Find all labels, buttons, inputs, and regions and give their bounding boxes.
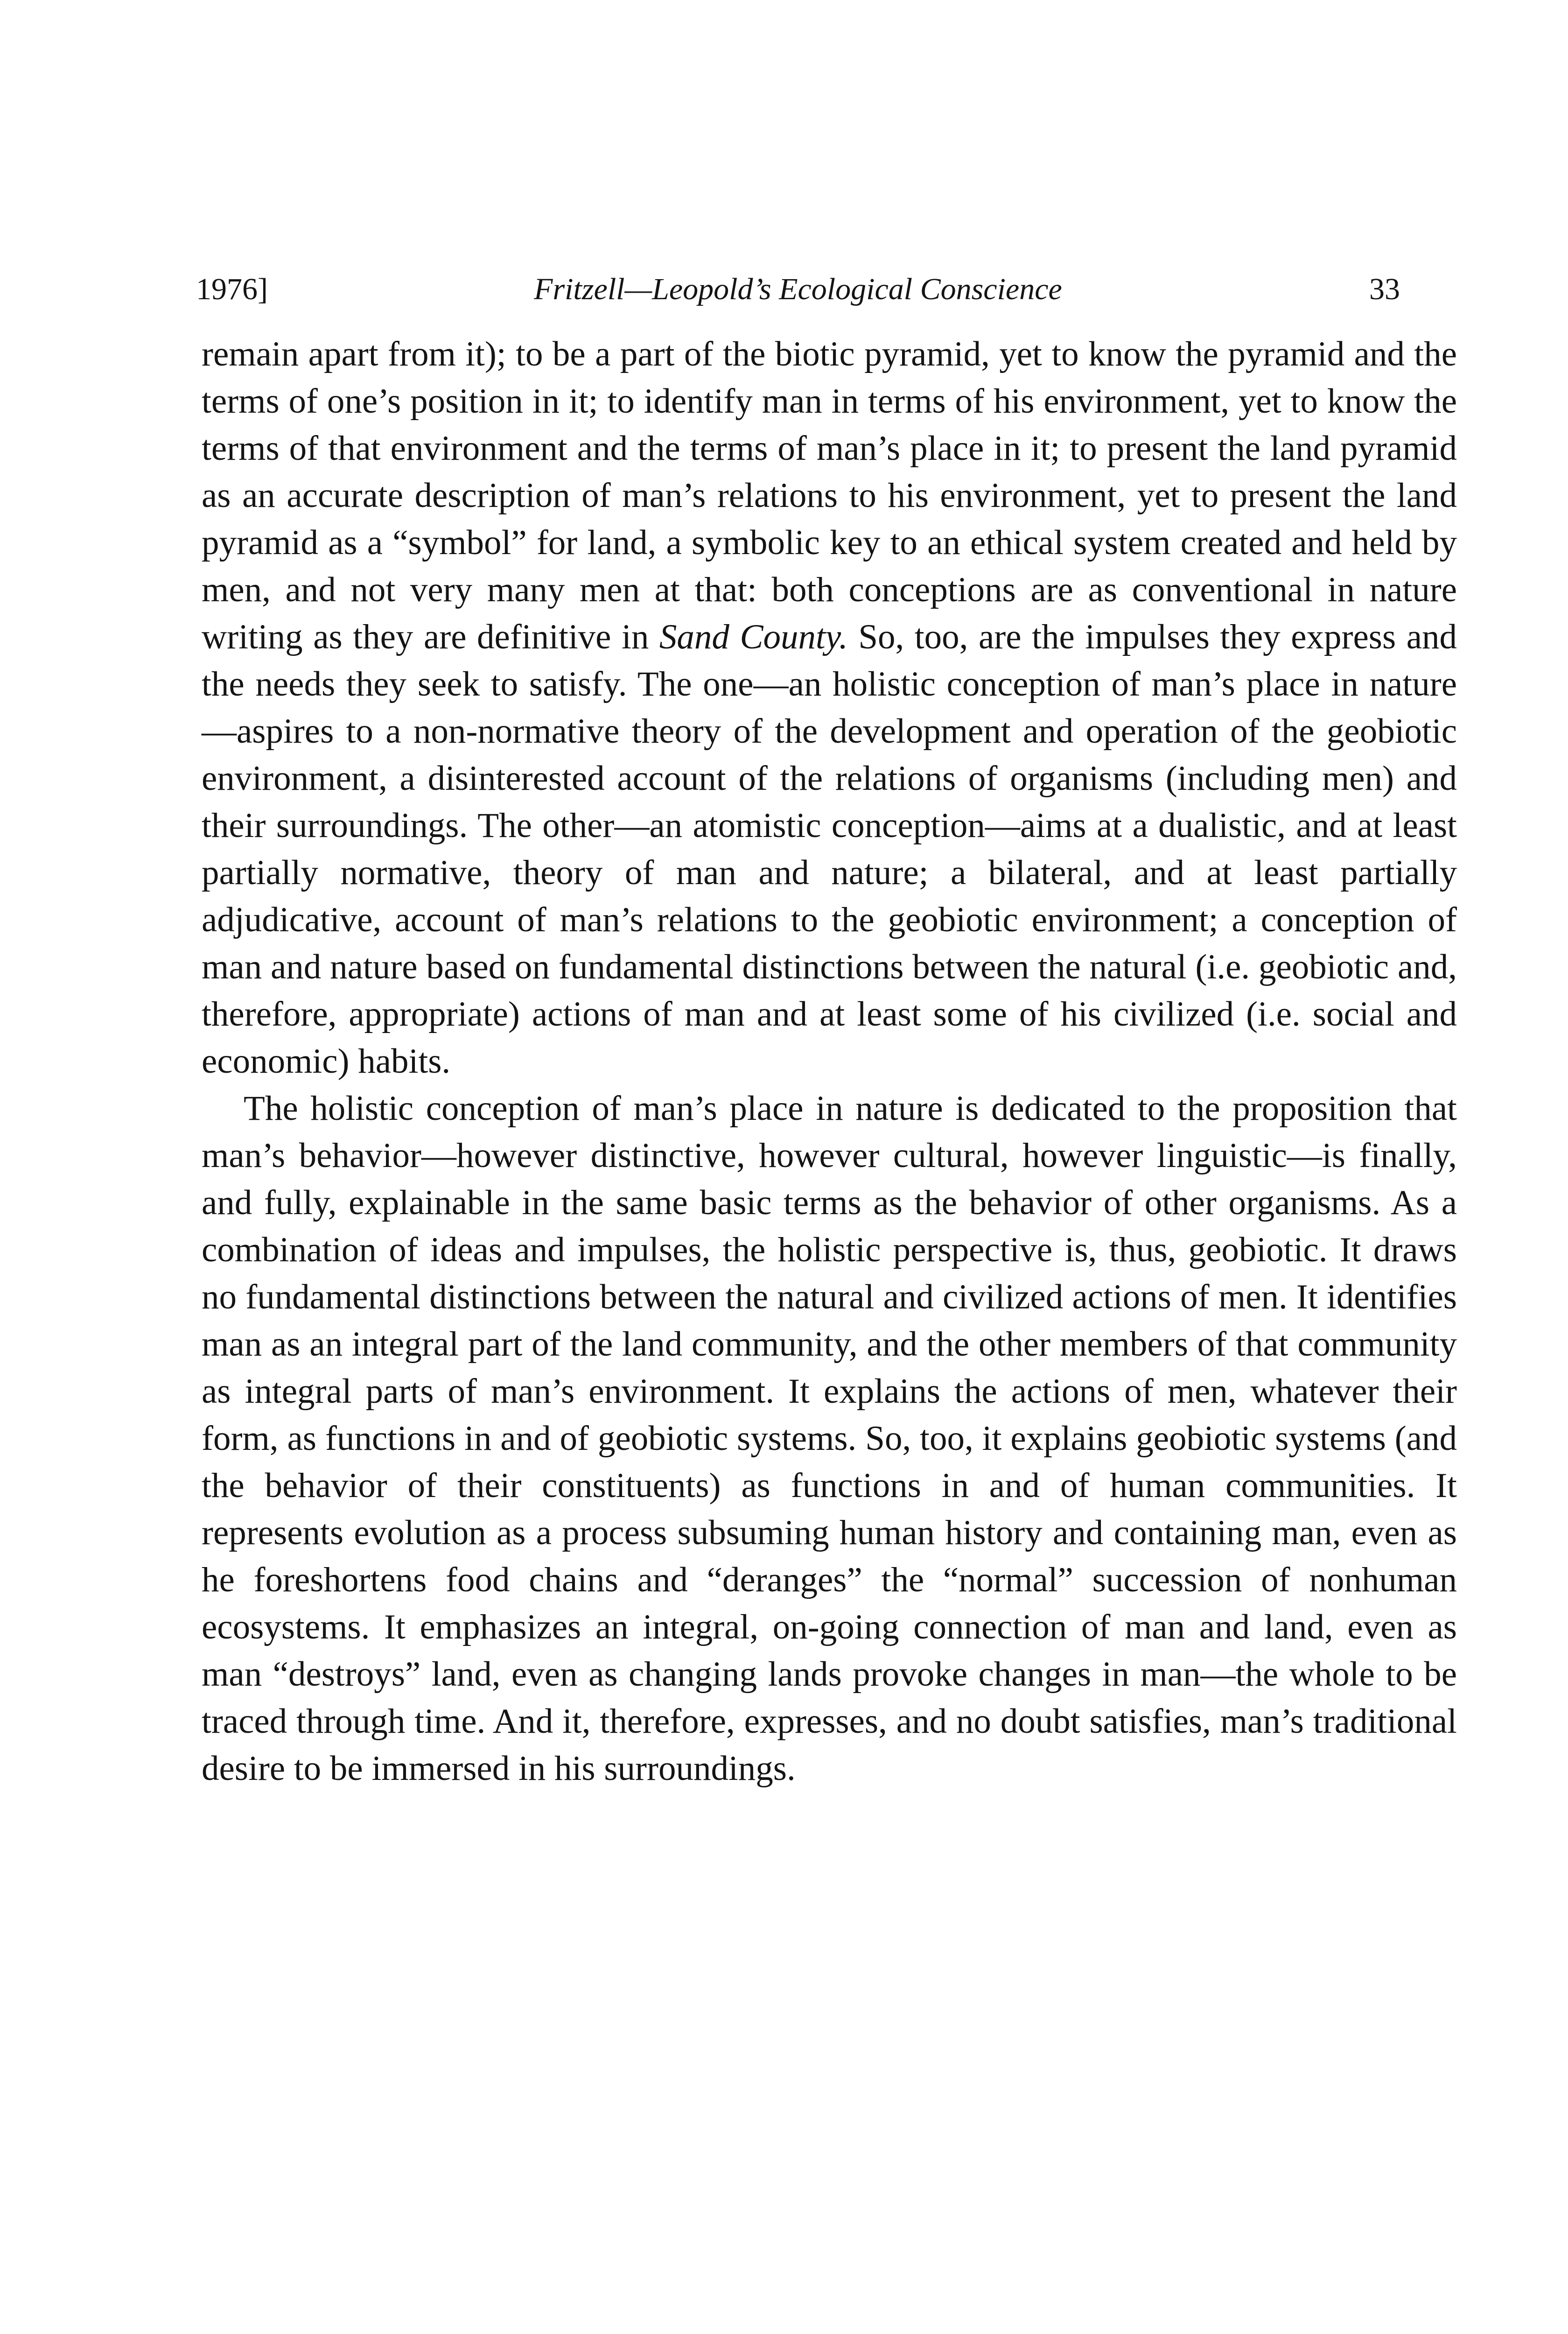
running-head — [196, 261, 1400, 317]
paragraph-continued — [202, 330, 1457, 1085]
paragraph-holistic-conception: The holistic conception of man’s place in nature is dedicated to the proposition that man’s behavior—however distinctive, however cultural, however linguistic—is finally, and fully, explainable in the same basic terms as the behavior of other organisms. As a combination of ideas and impulses, the holistic perspective is, thus, geobiotic. It draws no fundamental distinctions between the natural and civilized actions of men. It identifies man as an integral part of the land community, and the other members of that community as integral parts of man’s environment. It explains the actions of men, whatever their form, as functions in and of geobiotic systems. So, too, it explains geobiotic systems (and the behavior of their constituents) as functions in and of human communities. It represents evolution as a process subsuming human history and containing man, even as he foreshortens food chains and “deranges” the “normal” succession of nonhuman ecosystems. It emphasizes an integral, on-going connection of man and land, even as man “destroys” land, even as changing lands provoke changes in man—the whole to be traced through time. And it, therefore, expresses, and no doubt satisfies, man’s traditional desire to be immersed in his surroundings. — [202, 1089, 1457, 1788]
body-text — [202, 330, 1457, 1792]
paragraph-1-text-after-title: So, too, are the impulses they express and the needs they seek to satisfy. The one—an holistic conception of man’s place in nature—aspires to a non-normative theory of the development and operation of the geobiotic environment, a disinterested account of the relations of organisms (including men) and their surroundings. The other—an atomistic conception—aims at a dualistic, and at least partially normative, theory of man and nature; a bilateral, and at least partially adjudicative, account of man’s relations to the geobiotic environment; a conception of man and nature based on fundamental distinctions between the natural (i.e. geobiotic and, therefore, appropriate) actions of man and at least some of his civilized (i.e. social and economic) habits. — [202, 618, 1457, 1081]
running-head-title: Fritzell—Leopold’s Ecological Conscience — [534, 272, 1062, 306]
paragraph-1-text-before-title: remain apart from it); to be a part of the biotic pyramid, yet to know the pyramid and the terms of one’s position in it; to identify man in terms of his environment, yet to know the terms of that environment and the terms of man’s place in it; to present the land pyramid as an accurate description of man’s relations to his environment, yet to present the land pyramid as a “symbol” for land, a symbolic key to an ethical system created and held by men, and not very many men at that: both conceptions are as conventional in nature writing as they are definitive in — [202, 335, 1457, 656]
page-number: 33 — [1369, 272, 1400, 306]
running-head-year: 1976] — [196, 272, 268, 306]
book-title-emphasis: Sand County. — [659, 618, 848, 656]
